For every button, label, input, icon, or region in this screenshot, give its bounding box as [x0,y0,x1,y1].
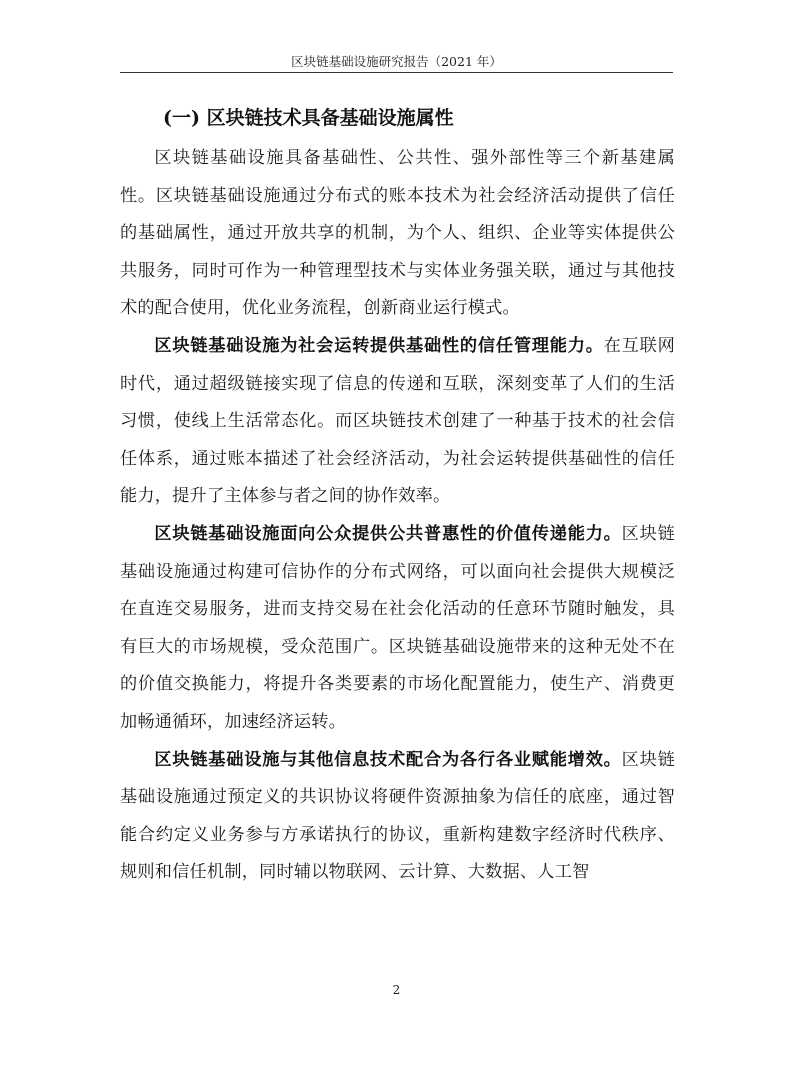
paragraph-text: 在互联网时代，通过超级链接实现了信息的传递和互联，深刻变革了人们的生活习惯，使线上生活常态化。而区块链技术创建了一种基于技术的社会信任体系，通过账本描述了社会经济活动，为社会运转提供基础性的信任能力，提升了主体参与者之间的协作效率。 [120,335,675,507]
paragraph-3 [120,516,675,742]
paragraph-1 [120,140,675,328]
paragraph-lead: 区块链基础设施面向公众提供公共普惠性的价值传递能力。 [154,523,622,544]
body-text [120,140,675,892]
header-rule [120,72,673,73]
paragraph-text: 区块链基础设施具备基础性、公共性、强外部性等三个新基建属性。区块链基础设施通过分布式的账本技术为社会经济活动提供了信任的基础属性，通过开放共享的机制，为个人、组织、企业等实体提供公共服务，同时可作为一种管理型技术与实体业务强关联，通过与其他技术的配合使用，优化业务流程，创新商业运行模式。 [120,148,675,319]
paragraph-lead: 区块链基础设施为社会运转提供基础性的信任管理能力。 [154,335,604,356]
section-title: (一) 区块链技术具备基础设施属性 [163,107,454,129]
paragraph-2 [120,328,675,516]
paragraph-4 [120,742,675,892]
paragraph-lead: 区块链基础设施与其他信息技术配合为各行各业赋能增效。 [154,749,622,770]
page-number: 2 [392,983,401,997]
running-header: 区块链基础设施研究报告（2021 年） [291,54,502,69]
paragraph-text: 区块链基础设施通过预定义的共识协议将硬件资源抽象为信任的底座，通过智能合约定义业务参与方承诺执行的协议，重新构建数字经济时代秩序、规则和信任机制，同时辅以物联网、云计算、大数据、人工智 [120,749,676,883]
paragraph-text: 区块链基础设施通过构建可信协作的分布式网络，可以面向社会提供大规模泛在直连交易服务，进而支持交易在社会化活动的任意环节随时触发，具有巨大的市场规模，受众范围广。区块链基础设施带来的这种无处不在的价值交换能力，将提升各类要素的市场化配置能力，使生产、消费更加畅通循环，加速经济运转。 [120,523,676,732]
